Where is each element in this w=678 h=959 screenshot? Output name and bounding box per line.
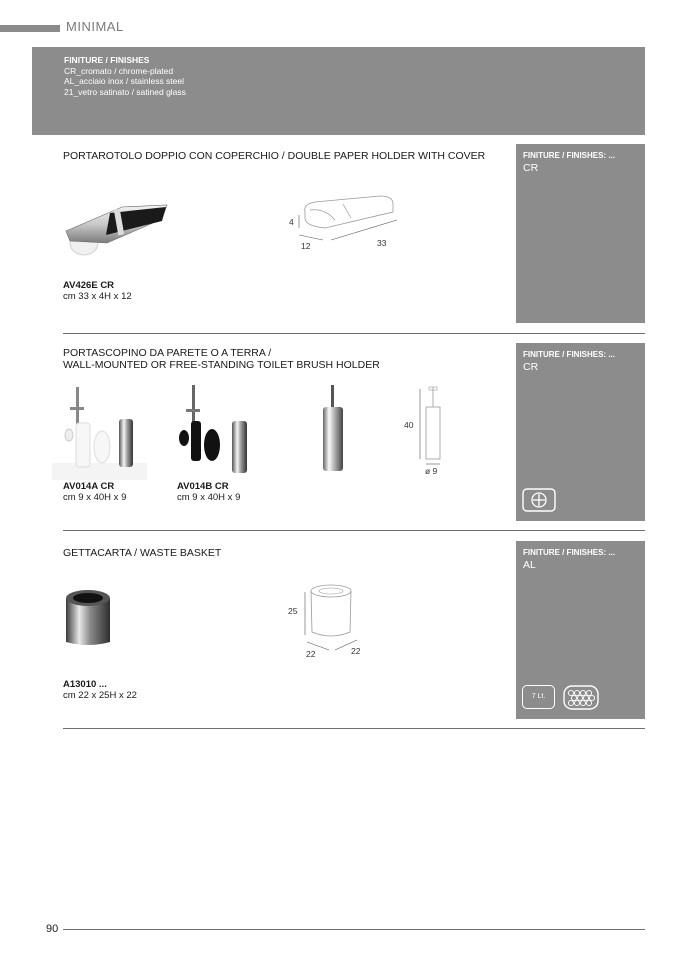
footer-rule — [63, 929, 645, 930]
dim-height: 4 — [289, 217, 294, 227]
finish-line: AL_acciaio inox / stainless steel — [64, 76, 185, 86]
product-size: cm 33 x 4H x 12 — [63, 291, 132, 302]
page-number: 90 — [46, 923, 59, 935]
finishes-value: CR — [523, 361, 539, 373]
capacity-label: 7 Lt. — [531, 693, 546, 700]
product-size: cm 9 x 40H x 9 — [177, 492, 241, 503]
section-title-line: PORTAROTOLO DOPPIO CON COPERCHIO / DOUBLE PAPER HOLDER WITH COVER — [63, 150, 486, 162]
paper-holder-photo — [62, 195, 172, 260]
page-title: MINIMAL — [66, 19, 124, 34]
brush-holder-white-photo — [52, 385, 147, 480]
section-divider — [63, 333, 645, 334]
dim-diameter: ø 9 — [425, 466, 438, 476]
finishes-legend-title: FINITURE / FINISHES — [64, 55, 150, 65]
product-code: AV014A CR — [63, 481, 115, 492]
finishes-value: AL — [523, 559, 536, 571]
section-title-waste-basket — [63, 547, 221, 559]
finishes-panel — [516, 144, 645, 323]
product-info — [63, 679, 137, 701]
product-size: cm 9 x 40H x 9 — [63, 492, 127, 503]
perforated-pattern-icon — [563, 685, 599, 710]
section-title-brush-holder — [63, 347, 380, 371]
section-title-line: WALL-MOUNTED OR FREE-STANDING TOILET BRUSH HOLDER — [63, 359, 380, 371]
brush-holder-photo — [318, 385, 348, 475]
waste-basket-dimension-drawing — [285, 580, 370, 660]
product-info — [63, 481, 126, 503]
product-info — [63, 280, 132, 302]
dim-depth: 22 — [306, 649, 316, 659]
paper-holder-dimension-drawing — [285, 190, 415, 255]
product-code: AV426E CR — [63, 280, 115, 291]
brush-holder-dimension-drawing — [400, 385, 460, 480]
finishes-label: FINITURE / FINISHES: ... — [523, 350, 616, 359]
finishes-panel — [516, 343, 645, 521]
product-info — [177, 481, 240, 503]
finishes-value: CR — [523, 162, 539, 174]
product-code: A13010 ... — [63, 679, 107, 690]
header-accent-bar — [0, 25, 60, 32]
finishes-label: FINITURE / FINISHES: ... — [523, 151, 616, 160]
section-title-line: GETTACARTA / WASTE BASKET — [63, 547, 222, 559]
finish-line: 21_vetro satinato / satined glass — [64, 86, 186, 97]
dim-width: 33 — [377, 238, 387, 248]
finish-line: CR_cromato / chrome-plated — [64, 65, 174, 76]
dim-height: 25 — [288, 606, 298, 616]
dim-width: 22 — [351, 646, 361, 656]
finishes-label: FINITURE / FINISHES: ... — [523, 548, 616, 557]
wall-floor-mount-icon — [522, 488, 556, 512]
waste-basket-photo — [62, 586, 114, 648]
section-divider — [63, 530, 645, 531]
finishes-panel — [516, 541, 645, 719]
finishes-legend — [32, 47, 645, 135]
section-divider — [63, 728, 645, 729]
product-code: AV014B CR — [177, 481, 229, 492]
section-title-paper-holder — [63, 150, 485, 162]
dim-height: 40 — [404, 420, 414, 430]
brush-holder-black-photo — [172, 383, 257, 478]
product-size: cm 22 x 25H x 22 — [63, 690, 137, 701]
section-title-line: PORTASCOPINO DA PARETE O A TERRA / — [63, 347, 272, 359]
capacity-badge — [522, 685, 555, 709]
dim-depth: 12 — [301, 241, 311, 251]
